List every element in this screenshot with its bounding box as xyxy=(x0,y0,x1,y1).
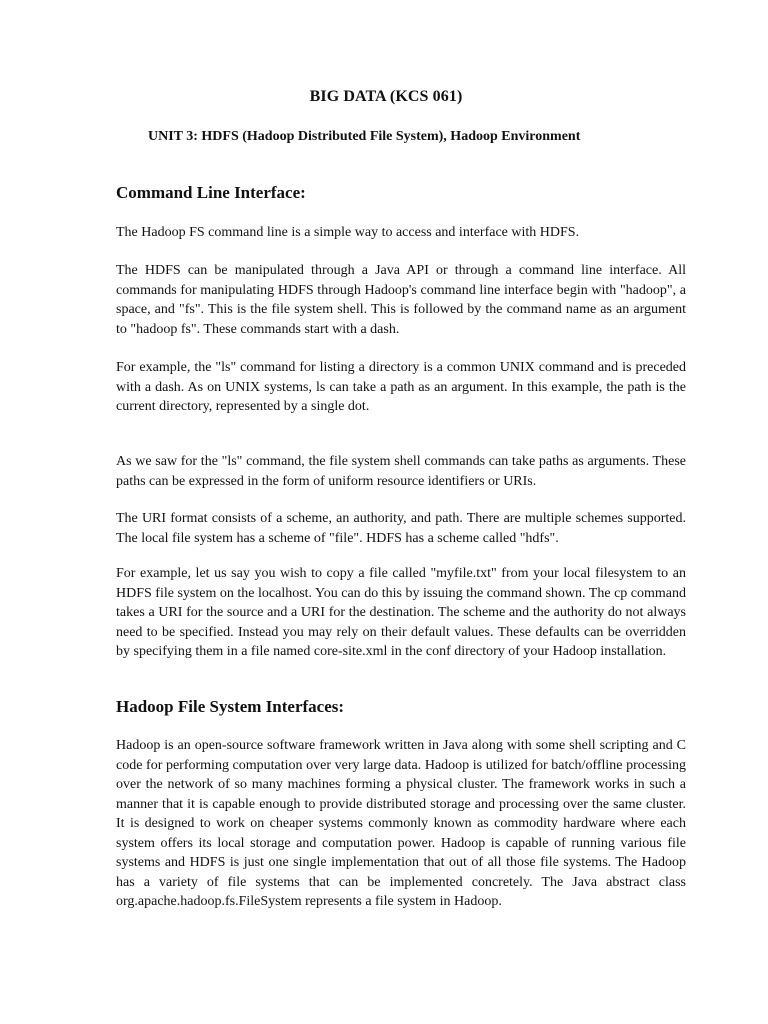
document-page xyxy=(116,0,686,1024)
paragraph: For example, the "ls" command for listing a directory is a common UNIX command and is preceded with a dash. As on UNIX systems, ls can take a path as an argument. In this example, the path is the current directory, represented by a single dot. xyxy=(116,360,686,414)
paragraph: The URI format consists of a scheme, an authority, and path. There are multiple schemes supported. The local file system has a scheme of "file". HDFS has a scheme called "hdfs". xyxy=(116,511,686,546)
paragraph: Hadoop is an open-source software framework written in Java along with some shell scripting and C code for performing computation over very large data. Hadoop is utilized for batch/offline processing over the network of so many machines forming a physical cluster. The framework works in such a manner that it is capable enough to provide distributed storage and processing over the same cluster. It is designed to work on cheaper systems commonly known as commodity hardware where each system offers its local storage and computation power. Hadoop is capable of running various file systems and HDFS is just one single implementation that out of all those file systems. The Hadoop has a variety of file systems that can be implemented concretely. The Java abstract class org.apache.hadoop.fs.FileSystem represents a file system in Hadoop. xyxy=(116,738,686,909)
paragraph: The Hadoop FS command line is a simple way to access and interface with HDFS. xyxy=(116,225,580,240)
document-subtitle: UNIT 3: HDFS (Hadoop Distributed File System), Hadoop Environment xyxy=(148,129,581,144)
paragraph: The HDFS can be manipulated through a Java API or through a command line interface. All commands for manipulating HDFS through Hadoop's command line interface begin with "hadoop", a space, and "fs". This is the file system shell. This is followed by the command name as an argument to "hadoop fs". These commands start with a dash. xyxy=(116,263,686,337)
paragraph: As we saw for the "ls" command, the file system shell commands can take paths as arguments. These paths can be expressed in the form of uniform resource identifiers or URIs. xyxy=(116,454,686,489)
paragraph: For example, let us say you wish to copy a file called "myfile.txt" from your local filesystem to an HDFS file system on the localhost. You can do this by issuing the command shown. The cp command takes a URI for the source and a URI for the destination. The scheme and the authority do not always need to be specified. Instead you may rely on their default values. These defaults can be overridden by specifying them in a file named core-site.xml in the conf directory of your Hadoop installation. xyxy=(116,566,686,659)
section-heading-command-line-interface: Command Line Interface: xyxy=(116,183,306,202)
section-heading-hadoop-file-system-interfaces: Hadoop File System Interfaces: xyxy=(116,697,345,716)
document-title: BIG DATA (KCS 061) xyxy=(309,88,463,105)
